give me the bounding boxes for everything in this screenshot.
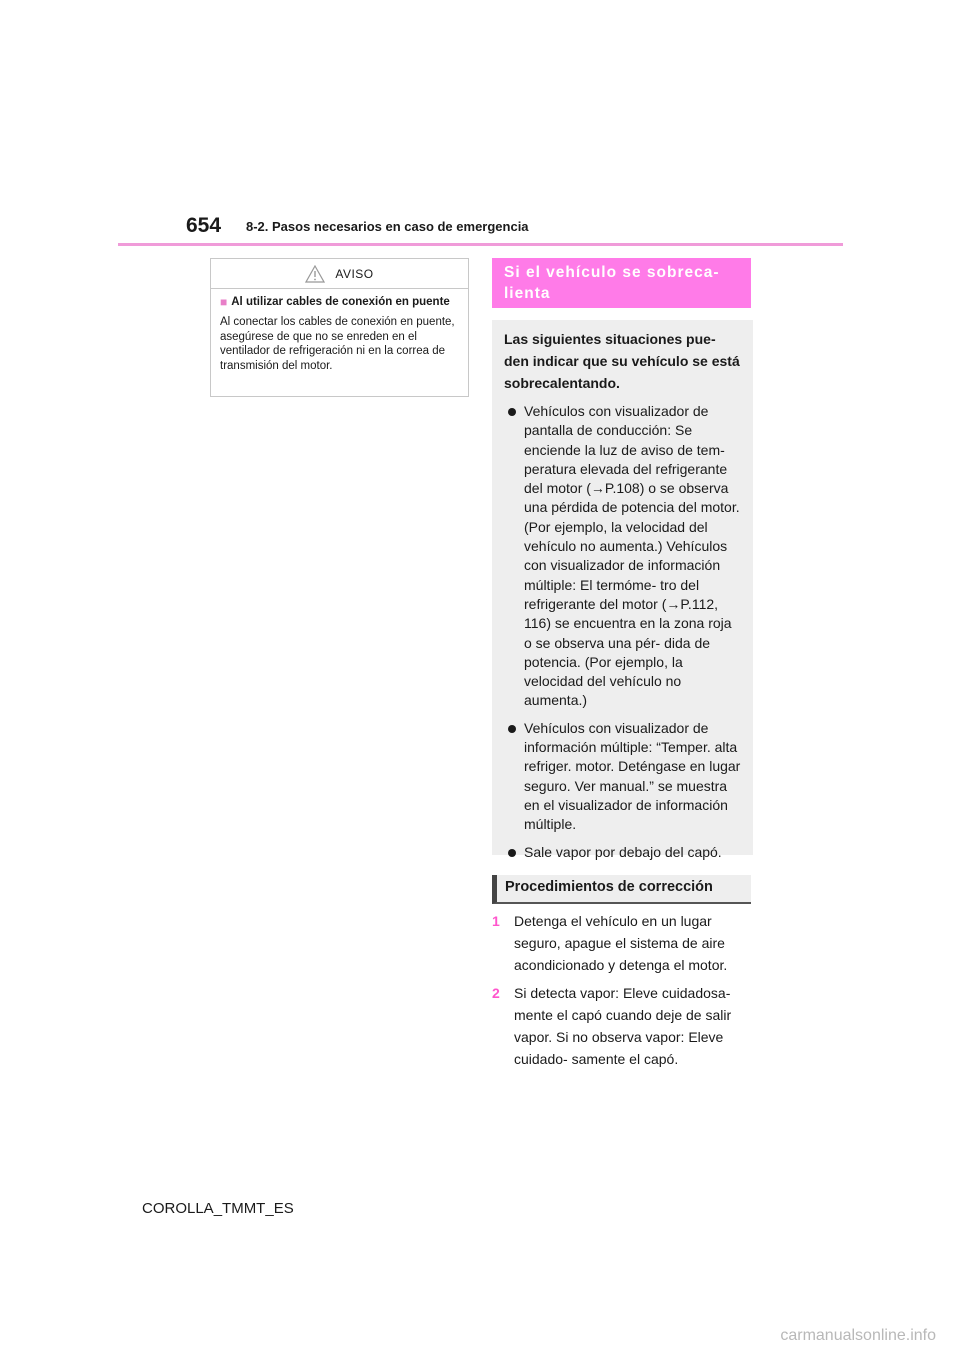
overheat-intro: Las siguientes situaciones pue- den indicar que su vehículo se está sobrecalentando. [504,331,740,391]
page-number: 654 [186,214,222,237]
bullet-dot-icon [508,849,516,857]
bullet-dot-icon [508,725,516,733]
step-text: Si detecta vapor: Eleve cuidadosa- mente el capó cuando deje de salir vapor. Si no observa vapor: Eleve cuidado- samente el capó. [514,985,732,1067]
list-item [504,719,741,835]
step-number: 2 [492,985,500,1001]
list-item-text: Vehículos con visualizador de información múltiple: “Temper. alta refriger. motor. Deténgase en lugar seguro. Ver manual.” se muestra en el visualizador de información múltiple. [524,719,741,833]
header-divider [118,243,843,246]
list-item [504,402,741,711]
procedures-heading: Procedimientos de corrección [492,875,751,904]
section-heading: 8-2. Pasos necesarios en caso de emergencia [246,219,529,234]
overheat-heading: Si el vehículo se sobreca- lienta [492,258,751,308]
caution-label: AVISO [335,266,374,281]
caution-title-text: Al utilizar cables de conexión en puente [231,296,450,308]
list-item [504,843,741,862]
step-number: 1 [492,913,500,929]
caution-text: Al conectar los cables de conexión en puente, asegúrese de que no se enreden en el ventilador de refrigeración ni en la correa de transmisión del motor. [220,316,455,372]
list-item-text: Sale vapor por debajo del capó. [524,843,722,860]
caution-header [211,259,468,289]
procedure-step [492,982,752,1070]
step-text: Detenga el vehículo en un lugar seguro, apague el sistema de aire acondicionado y detenga el motor. [514,913,728,973]
procedure-step [492,910,752,976]
warning-triangle-icon [305,265,325,283]
watermark: carmanualsonline.info [780,1327,936,1344]
caution-title [220,295,460,309]
list-item-text: Vehículos con visualizador de pantalla de conducción: Se enciende la luz de aviso de tem- peratura elevada del refrigerante del motor (→P.108) o se observa una pérdida de potencia del motor. (Por ejemplo, la velocidad del vehículo no aumenta.) Vehículos con visualizador de información múltiple: El termóme- tro del refrigerante del motor (→P.112, 116) se encuentra en la zona roja o se observa una pér- dida de potencia. (Por ejemplo, la velocidad del vehículo no aumenta.) [524,403,740,709]
bullet-dot-icon [508,408,516,416]
square-bullet-icon: ■ [220,295,228,309]
caution-box [210,258,469,397]
overheat-symptoms-box [492,320,753,860]
document-code: COROLLA_TMMT_ES [142,1200,294,1217]
